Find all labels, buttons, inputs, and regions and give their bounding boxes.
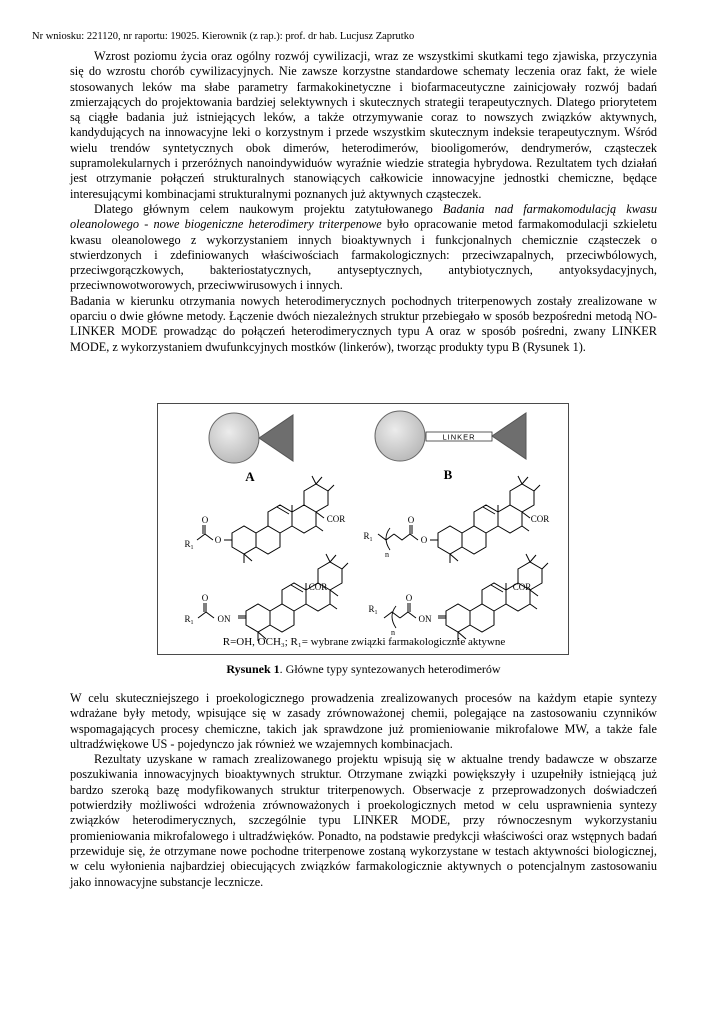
r1-label-a2: $R_1$ (184, 614, 194, 626)
carbonyl-oxygen-b2: O (405, 593, 413, 603)
paragraph-results: Rezultaty uzyskane w ramach zrealizowanego projektu wpisują się w aktualne trendy badawcze w obszarze poszukiwania innowacyjnych bioaktywnych struktur. Otrzymane związki powiększyły i uzupełniły istniejącą już bardzo szeroką bazę modyfikowanych struktur triterpenowych. Obserwacje z przeprowadzonych doświadczeń potwierdziły możliwości wdrożenia zrównoważonych i proekologicznych metod w celu usprawnienia syntezy związków heterodimerycznych, szczególnie typu LINKER MODE, przy równoczesnym wykorzystaniu promieniowania mikrofalowego i ultradźwięków. Ponadto, na podstawie predykcji właściwości oraz wstępnych badań przewiduje się, że otrzymane nowe pochodne triterpenowe zostaną wykorzystane w testach aktywności biologicznej, w celu wyłonienia najbardziej obiecujących związków farmakologicznie aktywnych o potencjalnym zastosowaniu jako innowacyjne substancje lecznicze. (70, 752, 657, 889)
triangle-moiety-a (259, 415, 293, 461)
r1-label-a: $R_1$ (184, 539, 194, 551)
linker-label: LINKER (442, 432, 476, 442)
results-section (70, 691, 657, 890)
paragraph-methods: Badania w kierunku otrzymania nowych heterodimerycznych pochodnych triterpenowych zostały zrealizowane w oparciu o dwie główne metody. Łączenie dwóch niezależnych struktur przebiegało w sposób bezpośredni metodą NO-LINKER MODE prowadząc do połączeń heterodimerycznych typu A oraz w sposób pośredni, zwany LINKER MODE, z wykorzystaniem dwufunkcyjnych mostków (linkerów), tworząc produkty typu B (Rysunek 1). (70, 293, 657, 354)
figure-caption (70, 662, 657, 676)
n-label-b1: n (385, 550, 389, 559)
figure-legend: R=OH, OCH₃; R₁= wybrane związki farmakologicznie aktywne (222, 636, 506, 648)
structure-a-ester (184, 476, 345, 563)
paragraph-goal (70, 202, 657, 294)
label-type-a: A (245, 469, 255, 484)
oxime-label-a: ON (217, 614, 231, 624)
r1-label-b: $R_1$ (363, 531, 373, 543)
triangle-moiety-b (492, 413, 526, 459)
carbonyl-oxygen-a2: O (201, 593, 209, 603)
intro-section (70, 49, 657, 355)
circle-moiety-a (209, 413, 259, 463)
ester-oxygen-a: O (214, 535, 222, 545)
carbonyl-oxygen-b: O (407, 515, 415, 525)
project-title: Badania nad farmakomodulacją kwasu oleanolowego - nowe biogeniczne heterodimery triterpenowe (70, 201, 657, 232)
n-label-b2: n (391, 628, 395, 637)
structure-b-ester (363, 476, 549, 563)
cor-label-a1: COR (326, 514, 346, 524)
goal-rest: było opracowanie metod farmakomodulacji szkieletu kwasu oleanolowego z wykorzystaniem innych bioaktywnych i funkcjonalnych chemicznie cząsteczek o stwierdzonych i zdefiniowanych właściwościach farmakologicznych: przeciwzapalnych, przeciwbólowych, przeciwgorączkowych, bakteriostatycznych, antyseptycznych, antybiotycznych, antyoksydacyjnych, przeciwnowotworowych, przeciwwirusowych i innych. (70, 217, 658, 293)
oxime-label-b: ON (418, 614, 432, 624)
carbonyl-oxygen-a: O (201, 515, 209, 525)
scheme-diagram (158, 404, 570, 656)
structure-a-oxime (184, 554, 348, 641)
report-header: Nr wniosku: 221120, nr raportu: 19025. Kierownik (z rap.): prof. dr hab. Lucjusz Zaprutko (32, 31, 415, 42)
paragraph-green-chemistry: W celu skuteczniejszego i proekologicznego prowadzenia zrealizowanych procesów na każdym etapie syntezy wdrażane były metody, wpisujące się w zasady zrównoważonej chemii, polegające na zastosowaniu czynników wspomagających procesy chemiczne, takich jak sprawdzone już promieniowanie mikrofalowe MW, a także fale ultradźwiękowe US - pojedynczo jak również we wzajemnych kombinacjach. (70, 691, 657, 751)
cor-label-b2: COR (512, 582, 532, 592)
paragraph-intro: Wzrost poziomu życia oraz ogólny rozwój cywilizacji, wraz ze wszystkimi skutkami tego zjawiska, przyczynia się do wzrostu chorób cywilizacyjnych. Nie zawsze korzystne standardowe schematy leczenia oraz fakt, że wiele stosowanych leków ma słabe parametry farmakokinetyczne i biofarmaceutyczne zainicjowały rozwój badań zmierzających do projektowania bardziej selektywnych i skutecznych strategii terapeutycznych. Dlatego priorytetem są ciągłe badania już istniejących leków, a także otrzymywanie coraz to nowszych związków aktywnych, kandydujących na innowacyjne leki o korzystnym i przede wszystkim skutecznym indeksie terapeutycznym. Wśród wielu trendów syntetycznych obok dimerów, heterodimerów, biooligomerów, dendrymerów, cząsteczek supramolekularnych i przeróżnych nanoindywiduów wyraźnie wiedzie strategia hybrydowa. Rezultatem tych działań jest otrzymanie połączeń strukturalnych stanowiących całkowicie innowacyjne jednostki chemiczne, będące interesującymi kombinacjami strukturalnymi poznanych już aktywnych cząsteczek. (70, 49, 657, 201)
caption-number: Rysunek 1 (226, 662, 280, 676)
caption-text: . Główne typy syntezowanych heterodimerów (279, 662, 501, 676)
ester-oxygen-b: O (420, 535, 428, 545)
cor-label-a2: COR (308, 582, 328, 592)
structure-b-oxime (368, 554, 548, 641)
r1-label-b2: $R_1$ (368, 604, 378, 616)
circle-moiety-b (375, 411, 425, 461)
label-type-b: B (443, 467, 453, 482)
cor-label-b1: COR (530, 514, 550, 524)
goal-lead: Dlatego głównym celem naukowym projektu zatytułowanego (94, 201, 443, 216)
figure-heterodimers (157, 403, 569, 655)
